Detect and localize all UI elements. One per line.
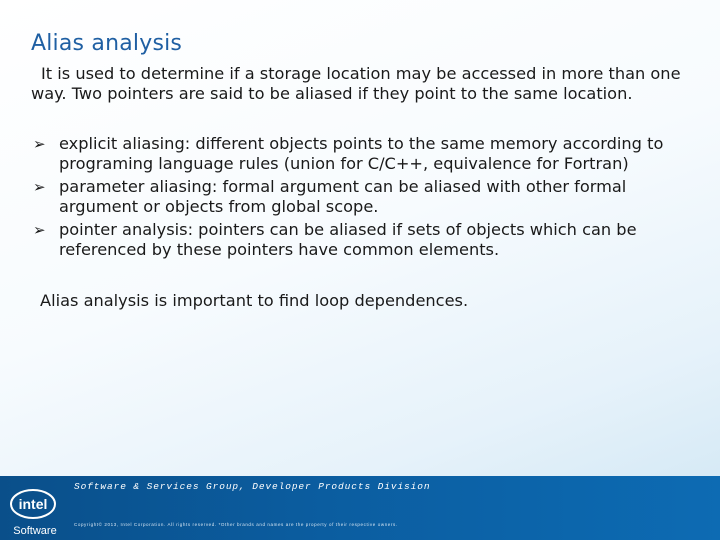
intro-line: It is used to determine if a storage location may be accessed in more than one xyxy=(41,64,681,83)
arrow-bullet-icon: ➢ xyxy=(33,178,46,196)
bullet-line: programing language rules (union for C/C++, equivalence for Fortran) xyxy=(59,154,629,173)
intro-paragraph xyxy=(31,64,701,104)
division-text: Software & Services Group, Developer Products Division xyxy=(74,481,431,492)
intel-software-logo xyxy=(7,485,62,535)
bullet-line: explicit aliasing: different objects points to the same memory according to xyxy=(59,134,664,153)
bullet-item xyxy=(33,177,693,217)
arrow-bullet-icon: ➢ xyxy=(33,221,46,239)
logo-text: intel xyxy=(18,496,48,512)
bullet-list xyxy=(33,134,693,263)
slide-title: Alias analysis xyxy=(31,31,183,56)
logo-word: Software xyxy=(13,525,57,537)
footer-bar xyxy=(0,476,720,540)
closing-statement: Alias analysis is important to find loop dependences. xyxy=(40,291,469,310)
bullet-line: referenced by these pointers have common elements. xyxy=(59,240,500,259)
intro-line: way. Two pointers are said to be aliased if they point to the same location. xyxy=(31,84,633,103)
bullet-item xyxy=(33,220,693,260)
bullet-line: pointer analysis: pointers can be aliased if sets of objects which can be xyxy=(59,220,637,239)
bullet-item xyxy=(33,134,693,174)
intel-logo-icon xyxy=(7,485,62,525)
bullet-line: argument or objects from global scope. xyxy=(59,197,379,216)
copyright-text: Copyright© 2013, Intel Corporation. All rights reserved. *Other brands and names are the property of their respective owners. xyxy=(74,522,398,527)
arrow-bullet-icon: ➢ xyxy=(33,135,46,153)
bullet-line: parameter aliasing: formal argument can be aliased with other formal xyxy=(59,177,627,196)
